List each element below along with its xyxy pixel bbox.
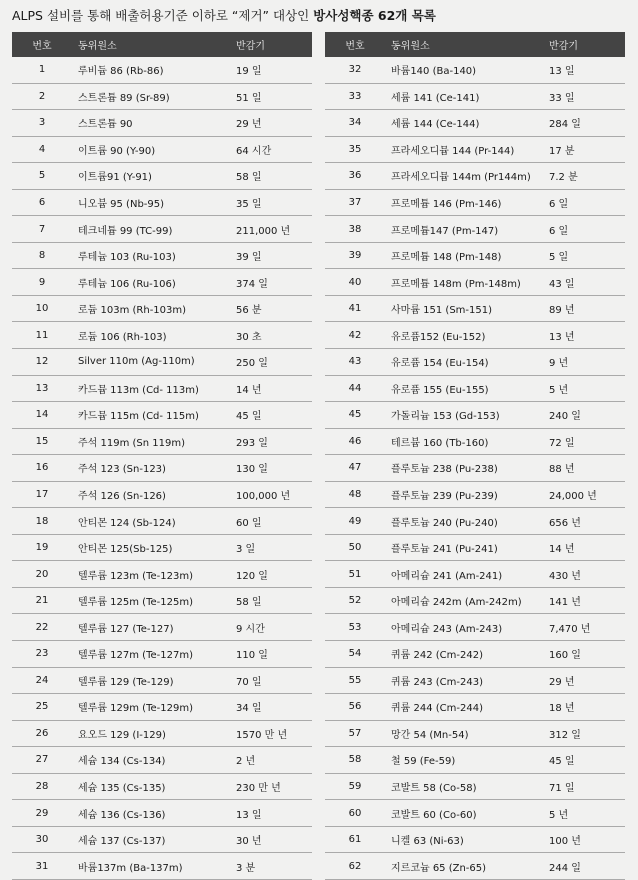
table-row (325, 163, 625, 190)
row-number: 36 (325, 163, 385, 190)
row-number: 51 (325, 561, 385, 588)
row-number: 17 (12, 481, 72, 508)
row-number: 38 (325, 216, 385, 243)
table-row (12, 295, 312, 322)
table-row (325, 481, 625, 508)
row-number: 18 (12, 508, 72, 535)
row-number: 7 (12, 216, 72, 243)
row-nuclide: 아메리슘 243 (Am-243) (385, 614, 543, 641)
table-body-left (12, 57, 312, 879)
row-nuclide: 망간 54 (Mn-54) (385, 720, 543, 747)
row-half-life: 1570 만 년 (230, 720, 312, 747)
row-half-life: 284 일 (543, 110, 625, 137)
row-half-life: 13 년 (543, 322, 625, 349)
row-number: 15 (12, 428, 72, 455)
row-half-life: 5 년 (543, 800, 625, 827)
table-row (12, 508, 312, 535)
row-half-life: 110 일 (230, 641, 312, 668)
row-nuclide: 바륨137m (Ba-137m) (72, 853, 230, 880)
row-number: 21 (12, 587, 72, 614)
row-nuclide: 세슘 134 (Cs-134) (72, 747, 230, 774)
row-number: 12 (12, 349, 72, 376)
table-row (12, 189, 312, 216)
row-nuclide: 이트륨91 (Y-91) (72, 163, 230, 190)
row-half-life: 34 일 (230, 694, 312, 721)
row-number: 22 (12, 614, 72, 641)
row-nuclide: 루비듐 86 (Rb-86) (72, 57, 230, 83)
table-row (12, 269, 312, 296)
row-half-life: 7.2 분 (543, 163, 625, 190)
row-nuclide: 프로메튬 146 (Pm-146) (385, 189, 543, 216)
row-half-life: 30 초 (230, 322, 312, 349)
table-row (12, 826, 312, 853)
row-half-life: 29 년 (543, 667, 625, 694)
row-number: 10 (12, 295, 72, 322)
row-nuclide: 루테늄 103 (Ru-103) (72, 242, 230, 269)
row-nuclide: 코발트 58 (Co-58) (385, 773, 543, 800)
table-row (325, 216, 625, 243)
page-title (12, 8, 436, 24)
row-half-life: 45 일 (230, 402, 312, 429)
row-nuclide: 세륨 141 (Ce-141) (385, 83, 543, 110)
table-row (12, 375, 312, 402)
row-half-life: 244 일 (543, 853, 625, 880)
row-number: 5 (12, 163, 72, 190)
row-half-life: 6 일 (543, 189, 625, 216)
row-number: 30 (12, 826, 72, 853)
table-row (12, 561, 312, 588)
row-half-life: 7,470 년 (543, 614, 625, 641)
table-row (325, 534, 625, 561)
row-nuclide: 텔루륨 127m (Te-127m) (72, 641, 230, 668)
row-half-life: 33 일 (543, 83, 625, 110)
row-number: 26 (12, 720, 72, 747)
row-half-life: 6 일 (543, 216, 625, 243)
table-row (325, 83, 625, 110)
table-header-row (325, 32, 625, 57)
row-number: 57 (325, 720, 385, 747)
row-nuclide: 유로퓸 155 (Eu-155) (385, 375, 543, 402)
row-number: 59 (325, 773, 385, 800)
table-row (325, 402, 625, 429)
table-row (325, 189, 625, 216)
table-row (325, 694, 625, 721)
row-half-life: 51 일 (230, 83, 312, 110)
row-half-life: 230 만 년 (230, 773, 312, 800)
table-row (12, 216, 312, 243)
table-row (325, 375, 625, 402)
table-row (12, 110, 312, 137)
row-number: 61 (325, 826, 385, 853)
table-row (12, 349, 312, 376)
table-row (12, 242, 312, 269)
row-half-life: 89 년 (543, 295, 625, 322)
row-number: 53 (325, 614, 385, 641)
table-row (325, 508, 625, 535)
row-nuclide: 테르븀 160 (Tb-160) (385, 428, 543, 455)
row-nuclide: 스트론튬 89 (Sr-89) (72, 83, 230, 110)
row-nuclide: 바륨140 (Ba-140) (385, 57, 543, 83)
table-row (325, 428, 625, 455)
table-row (12, 720, 312, 747)
nuclide-table-right (325, 32, 625, 880)
table-row (12, 402, 312, 429)
row-half-life: 43 일 (543, 269, 625, 296)
row-number: 49 (325, 508, 385, 535)
table-row (12, 455, 312, 482)
row-half-life: 240 일 (543, 402, 625, 429)
table-row (12, 163, 312, 190)
row-number: 8 (12, 242, 72, 269)
row-nuclide: 텔루륨 129m (Te-129m) (72, 694, 230, 721)
table-row (325, 242, 625, 269)
row-number: 43 (325, 349, 385, 376)
row-nuclide: 유로퓸152 (Eu-152) (385, 322, 543, 349)
table-row (12, 57, 312, 83)
table-row (325, 110, 625, 137)
row-half-life: 14 년 (543, 534, 625, 561)
row-nuclide: 플루토늄 241 (Pu-241) (385, 534, 543, 561)
row-number: 1 (12, 57, 72, 83)
table-row (12, 136, 312, 163)
row-half-life: 88 년 (543, 455, 625, 482)
row-nuclide: 루테늄 106 (Ru-106) (72, 269, 230, 296)
nuclide-table-left (12, 32, 312, 880)
row-nuclide: 프라세오디뮴 144 (Pr-144) (385, 136, 543, 163)
row-number: 40 (325, 269, 385, 296)
row-half-life: 39 일 (230, 242, 312, 269)
row-nuclide: 텔루륨 129 (Te-129) (72, 667, 230, 694)
row-number: 19 (12, 534, 72, 561)
header-half-life: 반감기 (230, 32, 312, 57)
header-half-life: 반감기 (543, 32, 625, 57)
row-number: 46 (325, 428, 385, 455)
table-row (325, 349, 625, 376)
table-row (325, 614, 625, 641)
row-half-life: 71 일 (543, 773, 625, 800)
table-row (325, 57, 625, 83)
row-half-life: 430 년 (543, 561, 625, 588)
row-number: 11 (12, 322, 72, 349)
row-nuclide: 아메리슘 241 (Am-241) (385, 561, 543, 588)
row-half-life: 293 일 (230, 428, 312, 455)
row-nuclide: 주석 123 (Sn-123) (72, 455, 230, 482)
header-nuclide: 동위원소 (72, 32, 230, 57)
row-nuclide: 세륨 144 (Ce-144) (385, 110, 543, 137)
row-half-life: 30 년 (230, 826, 312, 853)
row-nuclide: 스트론튬 90 (72, 110, 230, 137)
title-prefix: ALPS 설비를 통해 배출허용기준 이하로 “제거” 대상인 (12, 8, 314, 23)
row-half-life: 3 일 (230, 534, 312, 561)
row-half-life: 141 년 (543, 587, 625, 614)
table-row (325, 826, 625, 853)
row-half-life: 58 일 (230, 587, 312, 614)
table-row (325, 269, 625, 296)
row-nuclide: 지르코늄 65 (Zn-65) (385, 853, 543, 880)
row-number: 32 (325, 57, 385, 83)
row-number: 37 (325, 189, 385, 216)
row-nuclide: 안티몬 125(Sb-125) (72, 534, 230, 561)
table-body-right (325, 57, 625, 879)
table-row (325, 322, 625, 349)
row-half-life: 64 시간 (230, 136, 312, 163)
row-number: 48 (325, 481, 385, 508)
row-number: 29 (12, 800, 72, 827)
row-number: 50 (325, 534, 385, 561)
table-row (12, 667, 312, 694)
row-half-life: 100,000 년 (230, 481, 312, 508)
table-row (12, 641, 312, 668)
table-row (325, 641, 625, 668)
table-row (325, 587, 625, 614)
table-row (325, 136, 625, 163)
row-number: 62 (325, 853, 385, 880)
row-number: 56 (325, 694, 385, 721)
row-half-life: 5 년 (543, 375, 625, 402)
row-number: 39 (325, 242, 385, 269)
row-nuclide: 아메리슘 242m (Am-242m) (385, 587, 543, 614)
row-number: 9 (12, 269, 72, 296)
table-row (12, 773, 312, 800)
row-half-life: 3 분 (230, 853, 312, 880)
row-nuclide: 철 59 (Fe-59) (385, 747, 543, 774)
row-half-life: 72 일 (543, 428, 625, 455)
table-row (12, 481, 312, 508)
header-number: 번호 (325, 32, 385, 57)
row-number: 4 (12, 136, 72, 163)
row-number: 33 (325, 83, 385, 110)
row-nuclide: 사마륨 151 (Sm-151) (385, 295, 543, 322)
row-nuclide: 프라세오디뮴 144m (Pr144m) (385, 163, 543, 190)
row-half-life: 56 분 (230, 295, 312, 322)
row-number: 45 (325, 402, 385, 429)
row-half-life: 70 일 (230, 667, 312, 694)
row-nuclide: 세슘 136 (Cs-136) (72, 800, 230, 827)
row-nuclide: 주석 126 (Sn-126) (72, 481, 230, 508)
row-number: 54 (325, 641, 385, 668)
table-row (325, 667, 625, 694)
row-half-life: 13 일 (230, 800, 312, 827)
table-row (12, 534, 312, 561)
row-half-life: 312 일 (543, 720, 625, 747)
table-row (12, 428, 312, 455)
row-number: 44 (325, 375, 385, 402)
row-number: 31 (12, 853, 72, 880)
row-half-life: 29 년 (230, 110, 312, 137)
row-number: 14 (12, 402, 72, 429)
row-nuclide: 요오드 129 (I-129) (72, 720, 230, 747)
table-row (325, 561, 625, 588)
row-half-life: 160 일 (543, 641, 625, 668)
table-row (12, 83, 312, 110)
row-half-life: 5 일 (543, 242, 625, 269)
row-half-life: 35 일 (230, 189, 312, 216)
row-half-life: 58 일 (230, 163, 312, 190)
row-half-life: 24,000 년 (543, 481, 625, 508)
table-header-row (12, 32, 312, 57)
row-nuclide: 프로메튬147 (Pm-147) (385, 216, 543, 243)
row-half-life: 9 년 (543, 349, 625, 376)
row-half-life: 211,000 년 (230, 216, 312, 243)
row-nuclide: 세슘 135 (Cs-135) (72, 773, 230, 800)
row-nuclide: 니오븀 95 (Nb-95) (72, 189, 230, 216)
row-nuclide: Silver 110m (Ag-110m) (72, 349, 230, 376)
row-half-life: 18 년 (543, 694, 625, 721)
row-number: 42 (325, 322, 385, 349)
row-nuclide: 테크네튬 99 (TC-99) (72, 216, 230, 243)
row-half-life: 656 년 (543, 508, 625, 535)
row-half-life: 45 일 (543, 747, 625, 774)
row-number: 6 (12, 189, 72, 216)
table-row (12, 747, 312, 774)
row-half-life: 17 분 (543, 136, 625, 163)
row-number: 23 (12, 641, 72, 668)
row-number: 52 (325, 587, 385, 614)
row-number: 58 (325, 747, 385, 774)
row-nuclide: 주석 119m (Sn 119m) (72, 428, 230, 455)
row-number: 55 (325, 667, 385, 694)
row-nuclide: 플루토늄 240 (Pu-240) (385, 508, 543, 535)
table-row (325, 773, 625, 800)
table-row (12, 800, 312, 827)
table-row (325, 747, 625, 774)
row-nuclide: 카드뮴 113m (Cd- 113m) (72, 375, 230, 402)
row-number: 13 (12, 375, 72, 402)
row-nuclide: 플루토늄 239 (Pu-239) (385, 481, 543, 508)
row-number: 20 (12, 561, 72, 588)
row-half-life: 130 일 (230, 455, 312, 482)
row-nuclide: 코발트 60 (Co-60) (385, 800, 543, 827)
row-nuclide: 플루토늄 238 (Pu-238) (385, 455, 543, 482)
row-half-life: 374 일 (230, 269, 312, 296)
row-number: 16 (12, 455, 72, 482)
row-nuclide: 카드뮴 115m (Cd- 115m) (72, 402, 230, 429)
row-nuclide: 프로메튬 148 (Pm-148) (385, 242, 543, 269)
row-number: 28 (12, 773, 72, 800)
row-nuclide: 로듐 106 (Rh-103) (72, 322, 230, 349)
table-row (12, 322, 312, 349)
row-number: 27 (12, 747, 72, 774)
table-row (12, 694, 312, 721)
row-nuclide: 안티몬 124 (Sb-124) (72, 508, 230, 535)
row-nuclide: 퀴륨 243 (Cm-243) (385, 667, 543, 694)
row-nuclide: 텔루륨 123m (Te-123m) (72, 561, 230, 588)
row-nuclide: 세슘 137 (Cs-137) (72, 826, 230, 853)
row-half-life: 120 일 (230, 561, 312, 588)
row-nuclide: 이트륨 90 (Y-90) (72, 136, 230, 163)
row-nuclide: 퀴륨 242 (Cm-242) (385, 641, 543, 668)
row-nuclide: 유로퓸 154 (Eu-154) (385, 349, 543, 376)
row-nuclide: 니켈 63 (Ni-63) (385, 826, 543, 853)
row-half-life: 14 년 (230, 375, 312, 402)
table-row (12, 614, 312, 641)
row-half-life: 2 년 (230, 747, 312, 774)
row-nuclide: 프로메튬 148m (Pm-148m) (385, 269, 543, 296)
row-number: 25 (12, 694, 72, 721)
row-nuclide: 텔루륨 127 (Te-127) (72, 614, 230, 641)
row-number: 41 (325, 295, 385, 322)
row-number: 24 (12, 667, 72, 694)
title-bold: 방사성핵종 62개 목록 (313, 8, 436, 23)
row-half-life: 19 일 (230, 57, 312, 83)
header-nuclide: 동위원소 (385, 32, 543, 57)
row-half-life: 13 일 (543, 57, 625, 83)
row-half-life: 60 일 (230, 508, 312, 535)
table-row (325, 295, 625, 322)
table-row (325, 720, 625, 747)
table-row (12, 587, 312, 614)
header-number: 번호 (12, 32, 72, 57)
row-number: 35 (325, 136, 385, 163)
row-number: 60 (325, 800, 385, 827)
row-number: 2 (12, 83, 72, 110)
row-number: 47 (325, 455, 385, 482)
row-nuclide: 로듐 103m (Rh-103m) (72, 295, 230, 322)
row-number: 3 (12, 110, 72, 137)
row-number: 34 (325, 110, 385, 137)
row-nuclide: 텔루륨 125m (Te-125m) (72, 587, 230, 614)
table-row (325, 800, 625, 827)
row-half-life: 100 년 (543, 826, 625, 853)
row-half-life: 9 시간 (230, 614, 312, 641)
row-half-life: 250 일 (230, 349, 312, 376)
row-nuclide: 가돌리늄 153 (Gd-153) (385, 402, 543, 429)
row-nuclide: 퀴륨 244 (Cm-244) (385, 694, 543, 721)
table-row (325, 455, 625, 482)
